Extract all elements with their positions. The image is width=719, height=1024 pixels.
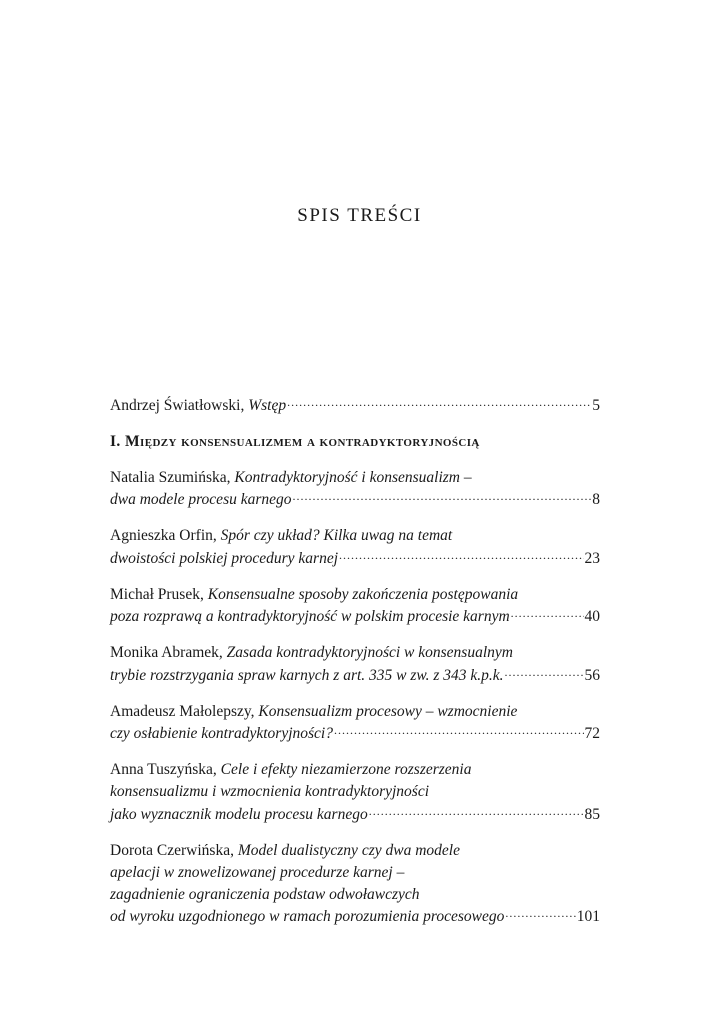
entry-author: Michał Prusek,: [110, 585, 204, 603]
entry-page-number: 85: [584, 805, 600, 823]
dot-leader: [287, 394, 591, 410]
entry-title-line: Spór czy układ? Kilka uwag na temat: [220, 527, 453, 544]
entry-page-number: 23: [584, 549, 600, 567]
dot-leader: [293, 489, 592, 505]
section-title: Między konsensualizmem a kontradyktoryjnością: [125, 432, 480, 450]
dot-leader: [339, 547, 583, 563]
entry-author: Monika Abramek,: [110, 644, 223, 661]
dot-leader: [505, 664, 584, 680]
dot-leader: [505, 906, 575, 922]
entry-title-line: jako wyznacznik modelu procesu karnego: [110, 805, 368, 823]
entry-title-line: Cele i efekty niezamierzone rozszerzenia: [220, 761, 472, 778]
toc-entry[interactable]: [110, 701, 600, 746]
entry-author: Amadeusz Małolepszy,: [110, 702, 255, 720]
toc-entry[interactable]: [110, 584, 600, 629]
entry-title-line: dwoistości polskiej procedury karnej: [110, 549, 339, 567]
page-title: SPIS TREŚCI: [297, 205, 422, 226]
entry-author: Natalia Szumińska,: [110, 468, 231, 486]
entry-title-line: dwa modele procesu karnego: [110, 491, 292, 508]
entry-title-line: konsensualizmu i wzmocnienia kontradyktoryjności: [110, 783, 429, 800]
entry-author: Andrzej Światłowski,: [110, 396, 245, 414]
entry-title-line: Model dualistyczny czy dwa modele: [237, 841, 460, 859]
entry-author: Dorota Czerwińska,: [110, 841, 234, 859]
dot-leader: [511, 606, 584, 622]
dot-leader: [369, 803, 584, 819]
table-of-contents: [110, 394, 600, 942]
section-number: I.: [110, 432, 121, 450]
entry-title-line: czy osłabienie kontradyktoryjności?: [110, 725, 333, 742]
entry-page-number: 40: [584, 608, 600, 625]
entry-title-line: trybie rozstrzygania spraw karnych z art. 335 w zw. z 343 k.p.k.: [110, 666, 504, 684]
entry-page-number: 5: [592, 396, 600, 414]
toc-entry[interactable]: [110, 467, 600, 512]
entry-title-line: apelacji w znowelizowanej procedurze karnej –: [110, 863, 405, 881]
entry-title-line: zagadnienie ograniczenia podstaw odwoławczych: [110, 885, 420, 903]
section-heading: [110, 431, 600, 453]
toc-entry-intro[interactable]: [110, 394, 600, 417]
dot-leader: [334, 723, 584, 739]
entry-page-number: 8: [592, 491, 600, 508]
entry-author: Anna Tuszyńska,: [110, 761, 217, 778]
entry-page-number: 56: [584, 666, 600, 684]
toc-entry[interactable]: [110, 840, 600, 929]
entry-author: Agnieszka Orfin,: [110, 527, 217, 544]
entry-page-number: 101: [576, 908, 600, 925]
entry-title: Wstęp: [248, 396, 287, 414]
toc-entry[interactable]: [110, 525, 600, 570]
entry-title-line: od wyroku uzgodnionego w ramach porozumienia procesowego: [110, 908, 505, 925]
toc-entry[interactable]: [110, 759, 600, 826]
entry-title-line: Kontradyktoryjność i konsensualizm –: [234, 468, 472, 486]
entry-page-number: 72: [584, 725, 600, 742]
entry-title-line: poza rozprawą a kontradyktoryjność w polskim procesie karnym: [110, 608, 510, 625]
toc-entry[interactable]: [110, 642, 600, 687]
entry-title-line: Zasada kontradyktoryjności w konsensualnym: [226, 644, 513, 661]
entry-title-line: Konsensualizm procesowy – wzmocnienie: [258, 702, 518, 720]
entry-title-line: Konsensualne sposoby zakończenia postępowania: [207, 585, 519, 603]
